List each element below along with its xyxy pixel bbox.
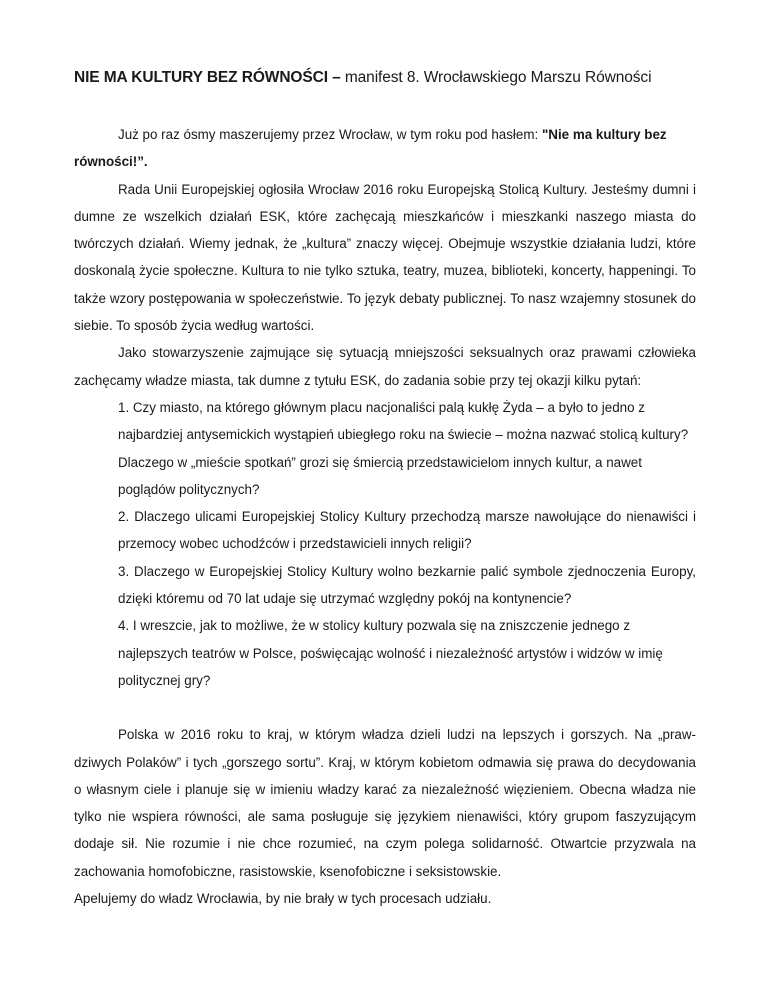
intro-text: Już po raz ósmy maszerujemy przez Wrocław, w tym roku pod hasłem: xyxy=(118,127,542,142)
title-rest: manifest 8. Wrocławskiego Marszu Równości xyxy=(340,69,652,86)
question-2: 2. Dlaczego ulicami Europejskiej Stolicy Kultury przechodzą marsze nawołujące do nienawiści i przemocy wobec uchodźców i przedstawicieli innych religii? xyxy=(118,509,696,552)
document-body xyxy=(74,121,696,912)
apel-paragraph: Apelujemy do władz Wrocławia, by nie brały w tych procesach udziału. xyxy=(74,891,492,907)
question-3: 3. Dlaczego w Europejskiej Stolicy Kultury wolno bezkarnie palić symbole zjednoczenia Europy, dzięki któremu od 70 lat udaje się utrzymać względny pokój na kontynencie? xyxy=(118,563,696,607)
polska-paragraph: Polska w 2016 roku to kraj, w którym władza dzieli ludzi na lepszych i gorszych. Na „praw-dziwych Polaków” i tych „gorszego sortu”. Kraj, w którym kobietom odmawia się prawa do decydowania o własnym ciele i planuje się w imieniu władzy karać za niezależność więzieniem. Obecna władza nie tylko nie wspiera równości, ale sama posługuje się językiem nienawiści, który grupom faszyzującym dodaje sił. Nie rozumie i nie chce rozumieć, na czym polega solidarność. Otwartcie przyzwala na zachowania homofobiczne, rasistowskie, ksenofobiczne i seksistowskie. xyxy=(74,727,696,879)
stowarzyszenie-paragraph: Jako stowarzyszenie zajmujące się sytuacją mniejszości seksualnych oraz prawami człowieka zachęcamy władze miasta, tak dumne z tytułu ESK, do zadania sobie przy tej okazji kilku pytań: xyxy=(74,345,696,388)
intro-slogan: "Nie ma kultury bez równości!”. xyxy=(74,127,667,170)
paragraph-spacer xyxy=(74,694,696,721)
rada-paragraph: Rada Unii Europejskiej ogłosiła Wrocław 2016 roku Europejską Stolicą Kultury. Jesteśmy dumni i dumne ze wszelkich działań ESK, które zachęcają mieszkańców i mieszkanki naszego miasta do twórczych działań. Wiemy jednak, że „kultura” znaczy więcej. Obejmuje wszystkie działania ludzi, które doskonalą życie społeczne. Kultura to nie tylko sztuka, teatry, muzea, biblioteki, koncerty, happeningi. To także wzory postępowania w społeczeństwie. To język debaty publicznej. To nasz wzajemny stosunek do siebie. To sposób życia według wartości. xyxy=(74,181,696,334)
title-bold: NIE MA KULTURY BEZ RÓWNOŚCI – xyxy=(74,69,341,86)
document-title xyxy=(74,68,714,88)
intro-paragraph xyxy=(74,121,696,176)
question-4: 4. I wreszcie, jak to możliwe, że w stolicy kultury pozwala się na zniszczenie jednego z najlepszych teatrów w Polsce, poświęcając wolność i niezależność artystów i widzów w imię politycznej gry? xyxy=(118,618,663,688)
question-1: 1. Czy miasto, na którego głównym placu nacjonaliści palą kukłę Żyda – a było to jedno z najbardziej antysemickich wystąpień ubiegłego roku na świecie – można nazwać stolicą kultury? Dlaczego w „mieście spotkań” grozi się śmiercią przedstawicielom innych kultur, a nawet poglądów politycznych? xyxy=(118,399,689,497)
